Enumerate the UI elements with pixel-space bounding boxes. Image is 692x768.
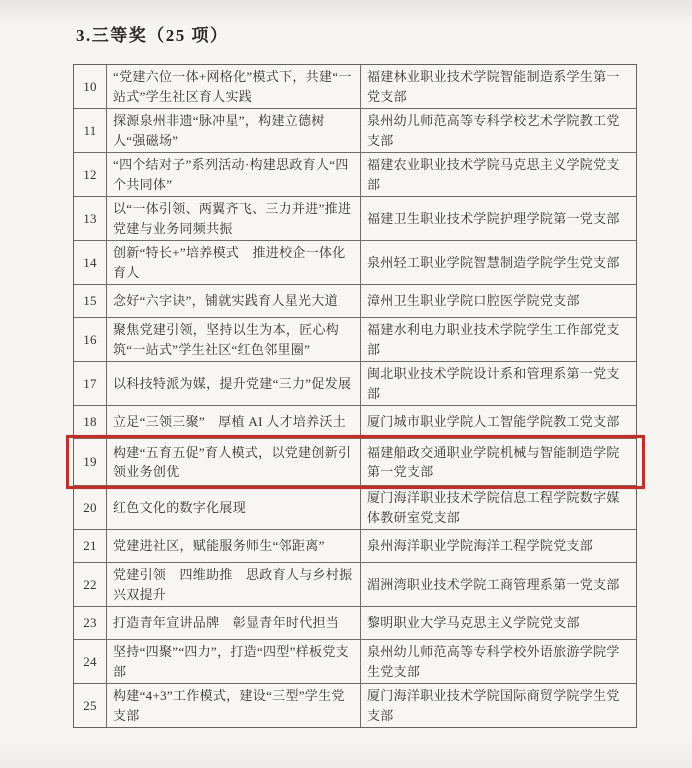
org-name: 厦门海洋职业技术学院信息工程学院数字媒体教研室党支部 [367,490,620,525]
table-row [74,405,636,438]
project-name: 构建“五育五促”育人模式，以党建创新引领业务创优 [107,439,361,485]
org-name: 福建船政交通职业学院机械与智能制造学院第一党支部 [367,444,620,479]
project-name: 党建进社区，赋能服务师生“邻距离” [107,530,361,562]
project-name: 探源泉州非遗“脉冲星”，构建立德树人“强磁场” [107,109,361,152]
award-table [73,64,637,728]
table-row [74,317,636,361]
org-name: 泉州轻工职业学院智慧制造学院学生党支部 [367,254,620,270]
table-row [74,152,636,196]
row-number: 18 [74,406,107,438]
row-number: 10 [74,65,107,108]
row-number: 16 [74,318,107,361]
org-name: 福建农业职业技术学院马克思主义学院党支部 [367,157,620,192]
project-name: 红色文化的数字化展现 [107,486,361,529]
org-name: 厦门城市职业学院人工智能学院教工党支部 [367,414,620,430]
row-number: 15 [74,285,107,317]
page-title: 3.三等奖（25 项） [76,26,229,45]
table-row [74,606,636,639]
org-name: 湄洲湾职业技术学院工商管理系第一党支部 [367,576,620,592]
project-name: 构建“4+3”工作模式，建设“三型”学生党支部 [107,684,361,727]
org-name: 闽北职业技术学院设计系和管理系第一党支部 [367,366,620,401]
org-name: 泉州海洋职业学院海洋工程学院党支部 [367,538,594,554]
row-number: 21 [74,530,107,562]
project-name: “四个结对子”系列活动·构建思政育人“四个共同体” [107,153,361,196]
table-row [74,284,636,317]
row-number: 25 [74,684,107,727]
row-number: 12 [74,153,107,196]
project-name: 党建引领 四维助推 思政育人与乡村振兴双提升 [107,563,361,606]
row-number: 23 [74,607,107,639]
table-row [74,639,636,683]
org-name: 黎明职业大学马克思主义学院党支部 [367,615,580,631]
project-name: 打造青年宣讲品牌 彰显青年时代担当 [107,607,361,639]
row-number: 19 [74,439,107,485]
project-name: “党建六位一体+网格化”模式下，共建“一站式”学生社区育人实践 [107,65,361,108]
project-name: 创新“特长+”培养模式 推进校企一体化育人 [107,241,361,284]
table-row [74,240,636,284]
row-number: 13 [74,197,107,240]
row-number: 24 [74,640,107,683]
table-row [74,485,636,529]
row-number: 17 [74,362,107,405]
table-row [74,438,636,485]
table-row [74,529,636,562]
row-number: 11 [74,109,107,152]
row-number: 14 [74,241,107,284]
table-row [74,562,636,606]
org-name: 漳州卫生职业学院口腔医学院党支部 [367,293,580,309]
org-name: 厦门海洋职业技术学院国际商贸学院学生党支部 [367,688,620,723]
project-name: 立足“三领三聚” 厚植 AI 人才培养沃土 [107,406,361,438]
table-row [74,108,636,152]
project-name: 聚焦党建引领，坚持以生为本，匠心构筑“一站式”学生社区“红色邻里圈” [107,318,361,361]
row-number: 20 [74,486,107,529]
org-name: 福建林业职业技术学院智能制造系学生第一党支部 [367,69,620,104]
row-number: 22 [74,563,107,606]
table-row [74,65,636,108]
table-row [74,361,636,405]
table-row [74,196,636,240]
project-name: 坚持“四聚”“四力”，打造“四型”样板党支部 [107,640,361,683]
table-row [74,683,636,727]
project-name: 以科技特派为媒，提升党建“三力”促发展 [107,362,361,405]
project-name: 念好“六字诀”，铺就实践育人星光大道 [107,285,361,317]
org-name: 福建卫生职业技术学院护理学院第一党支部 [367,210,620,226]
org-name: 泉州幼儿师范高等专科学校外语旅游学院学生党支部 [367,644,620,679]
project-name: 以“一体引领、两翼齐飞、三力并进”推进党建与业务同频共振 [107,197,361,240]
org-name: 泉州幼儿师范高等专科学校艺术学院教工党支部 [367,113,620,148]
org-name: 福建水利电力职业技术学院学生工作部党支部 [367,322,620,357]
